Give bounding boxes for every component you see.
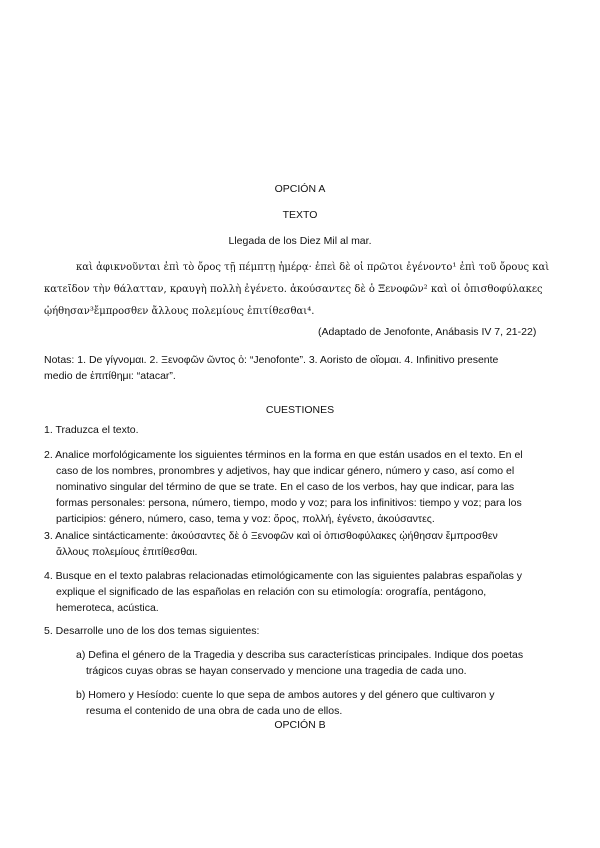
- question-5a-line-1: a) Defina el género de la Tragedia y describa sus características principales. Indique dos poetas: [76, 649, 524, 661]
- question-2-line-3: nominativo singular del término de que se trate. En el caso de los verbos, hay que indicar, para las: [56, 481, 515, 493]
- question-4-line-3: hemeroteca, acústica.: [56, 602, 159, 614]
- greek-line-1: καὶ ἀφικνοῦνται ἐπὶ τὸ ὄρος τῇ πέμπτῃ ἡμέρᾳ· ἐπεὶ δὲ οἱ πρῶτοι ἐγένοντο¹ ἐπὶ τοῦ ὄρους καὶ: [76, 262, 550, 273]
- question-2-line-2: caso de los nombres, pronombres y adjetivos, hay que indicar género, número y caso, así como el: [56, 465, 515, 477]
- question-1: 1. Traduzca el texto.: [44, 424, 139, 436]
- notes-line-2: medio de ἐπιτίθημι: “atacar”.: [44, 370, 176, 382]
- greek-line-3: ᾠήθησαν³ἔμπροσθεν ἄλλους πολεμίους ἐπιτίθεσθαι⁴.: [44, 306, 315, 317]
- question-5: 5. Desarrolle uno de los dos temas siguientes:: [44, 625, 260, 637]
- greek-line-2: κατεῖδον τὴν θάλατταν, κραυγὴ πολλὴ ἐγένετο. ἀκούσαντες δὲ ὁ Ξενοφῶν² καὶ οἱ ὀπισθοφύλακες: [44, 284, 543, 295]
- source-citation: (Adaptado de Jenofonte, Anábasis IV 7, 21-22): [318, 326, 537, 338]
- question-3-line-2: ἄλλους πολεμίους ἐπιτίθεσθαι.: [56, 546, 198, 558]
- question-2-line-5: participios: género, número, caso, tema y voz: ὄρος, πολλή, ἐγένετο, ἀκούσαντες.: [56, 513, 435, 525]
- question-2-line-4: formas personales: persona, número, tiempo, modo y voz; para los infinitivos: tiempo y voz; para los: [56, 497, 522, 509]
- question-3-line-1: 3. Analice sintácticamente: ἀκούσαντες δὲ ὁ Ξενοφῶν καὶ οἱ ὀπισθοφύλακες ᾠήθησαν ἔμπροσθεν: [44, 530, 498, 542]
- cuestiones-heading: CUESTIONES: [265, 404, 335, 416]
- texto-heading: TEXTO: [282, 209, 318, 221]
- text-title: Llegada de los Diez Mil al mar.: [228, 235, 372, 247]
- question-4-line-2: explique el significado de las españolas en relación con su etimología: orografía, pentágono,: [56, 586, 487, 598]
- question-5b-line-2: resuma el contenido de una obra de cada uno de ellos.: [86, 705, 343, 717]
- question-5a-line-2: trágicos cuyas obras se hayan conservado y mencione una tragedia de cada uno.: [86, 665, 467, 677]
- notes-line-1: Notas: 1. De γίγνομαι. 2. Ξενοφῶν ῶντος ὁ: “Jenofonte”. 3. Aoristo de οἴομαι. 4. Infinitivo presente: [44, 354, 499, 366]
- option-b-heading: OPCIÓN B: [274, 719, 326, 731]
- question-5b-line-1: b) Homero y Hesíodo: cuente lo que sepa de ambos autores y del género que cultivaron y: [76, 689, 495, 701]
- question-4-line-1: 4. Busque en el texto palabras relacionadas etimológicamente con las siguientes palabras españolas y: [44, 570, 523, 582]
- option-a-heading: OPCIÓN A: [274, 183, 326, 195]
- question-2-line-1: 2. Analice morfológicamente los siguientes términos en la forma en que están usados en el texto. En el: [44, 449, 523, 461]
